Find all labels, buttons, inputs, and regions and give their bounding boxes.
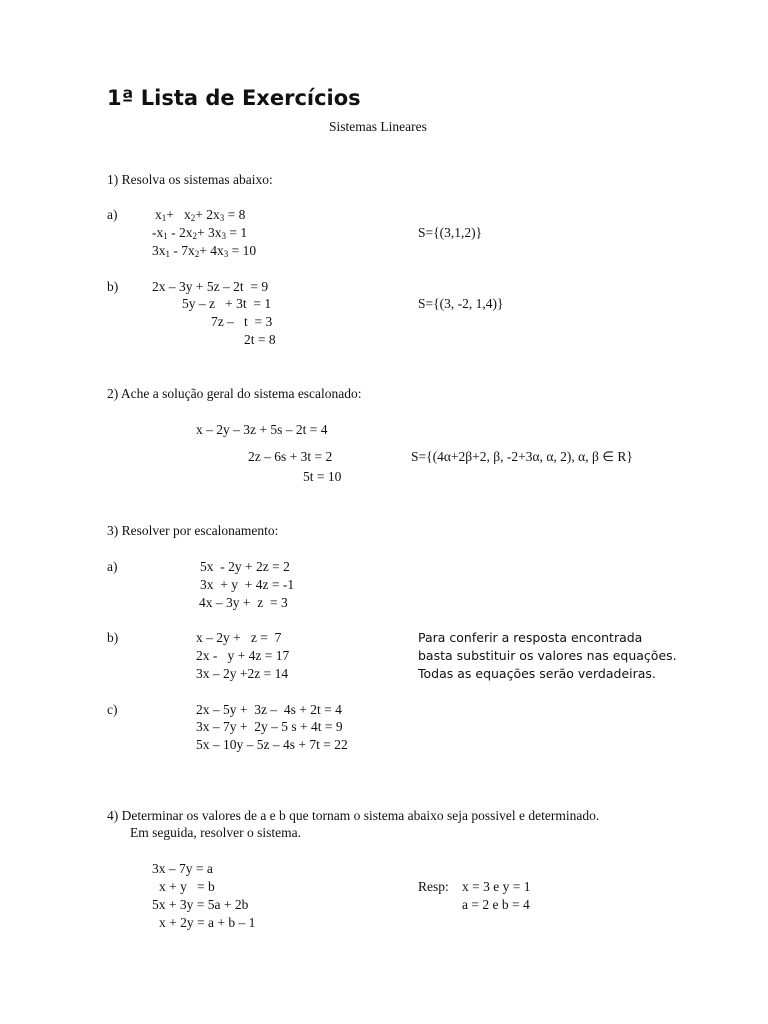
q1b-label: b) <box>107 279 119 294</box>
q4-prompt-1: 4) Determinar os valores de a e b que tornam o sistema abaixo seja possivel e determinado. <box>107 808 600 823</box>
q1b-equation-1: 2x – 3y + 5z – 2t = 9 <box>152 279 269 294</box>
page-title: 1ª Lista de Exercícios <box>107 86 361 110</box>
q2-equation-1: x – 2y – 3z + 5s – 2t = 4 <box>196 422 328 437</box>
q1b-answer: S={(3, -2, 1,4)} <box>418 296 504 311</box>
q3b-note-2: basta substituir os valores nas equações. <box>418 648 677 663</box>
q3b-note-1: Para conferir a resposta encontrada <box>418 630 643 645</box>
q3a-equation-1: 5x - 2y + 2z = 2 <box>200 559 290 574</box>
q1a-equation-1: $x_1+ x_2+ 2x_3 = 8$ <box>155 207 246 223</box>
q1b-equation-2: 5y – z + 3t = 1 <box>182 296 272 311</box>
q3a-equation-2: 3x + y + 4z = -1 <box>200 577 295 592</box>
q3c-equation-1: 2x – 5y + 3z – 4s + 2t = 4 <box>196 702 342 717</box>
q2-prompt: 2) Ache a solução geral do sistema escalonado: <box>107 386 362 401</box>
q4-resp-1: x = 3 e y = 1 <box>462 879 531 894</box>
q1a-label: a) <box>107 207 118 222</box>
q2-equation-2: 2z – 6s + 3t = 2 <box>248 449 333 464</box>
page-subtitle: Sistemas Lineares <box>329 119 427 134</box>
q3c-equation-3: 5x – 10y – 5z – 4s + 7t = 22 <box>196 737 348 752</box>
q4-equation-1: 3x – 7y = a <box>152 861 213 876</box>
q3a-equation-3: 4x – 3y + z = 3 <box>199 595 288 610</box>
q1a-answer: S={(3,1,2)} <box>418 225 483 240</box>
q1-prompt: 1) Resolva os sistemas abaixo: <box>107 172 273 187</box>
q3b-equation-3: 3x – 2y +2z = 14 <box>196 666 289 681</box>
q4-equation-3: 5x + 3y = 5a + 2b <box>152 897 249 912</box>
q1a-equation-3: $3x_1 - 7x_2+ 4x_3 = 10$ <box>152 243 257 259</box>
q3-prompt: 3) Resolver por escalonamento: <box>107 523 279 538</box>
q4-resp-2: a = 2 e b = 4 <box>462 897 530 912</box>
q4-prompt-2: Em seguida, resolver o sistema. <box>130 825 301 840</box>
q3b-label: b) <box>107 630 119 645</box>
q2-equation-3: 5t = 10 <box>303 469 342 484</box>
q3c-equation-2: 3x – 7y + 2y – 5 s + 4t = 9 <box>196 719 343 734</box>
q3b-note-3: Todas as equações serão verdadeiras. <box>418 666 656 681</box>
q4-equation-4: x + 2y = a + b – 1 <box>159 915 256 930</box>
q4-equation-2: x + y = b <box>159 879 215 894</box>
q2-answer: S={(4α+2β+2, β, -2+3α, α, 2), α, β ∈ R} <box>411 449 633 464</box>
q3b-equation-1: x – 2y + z = 7 <box>196 630 282 645</box>
q3c-label: c) <box>107 702 118 717</box>
q3a-label: a) <box>107 559 118 574</box>
q1a-equation-2: $-x_1 - 2x_2+ 3x_3 = 1$ <box>152 225 248 241</box>
q1b-equation-4: 2t = 8 <box>244 332 276 347</box>
q1b-equation-3: 7z – t = 3 <box>211 314 273 329</box>
q4-resp-label: Resp: <box>418 879 449 894</box>
q3b-equation-2: 2x - y + 4z = 17 <box>196 648 290 663</box>
